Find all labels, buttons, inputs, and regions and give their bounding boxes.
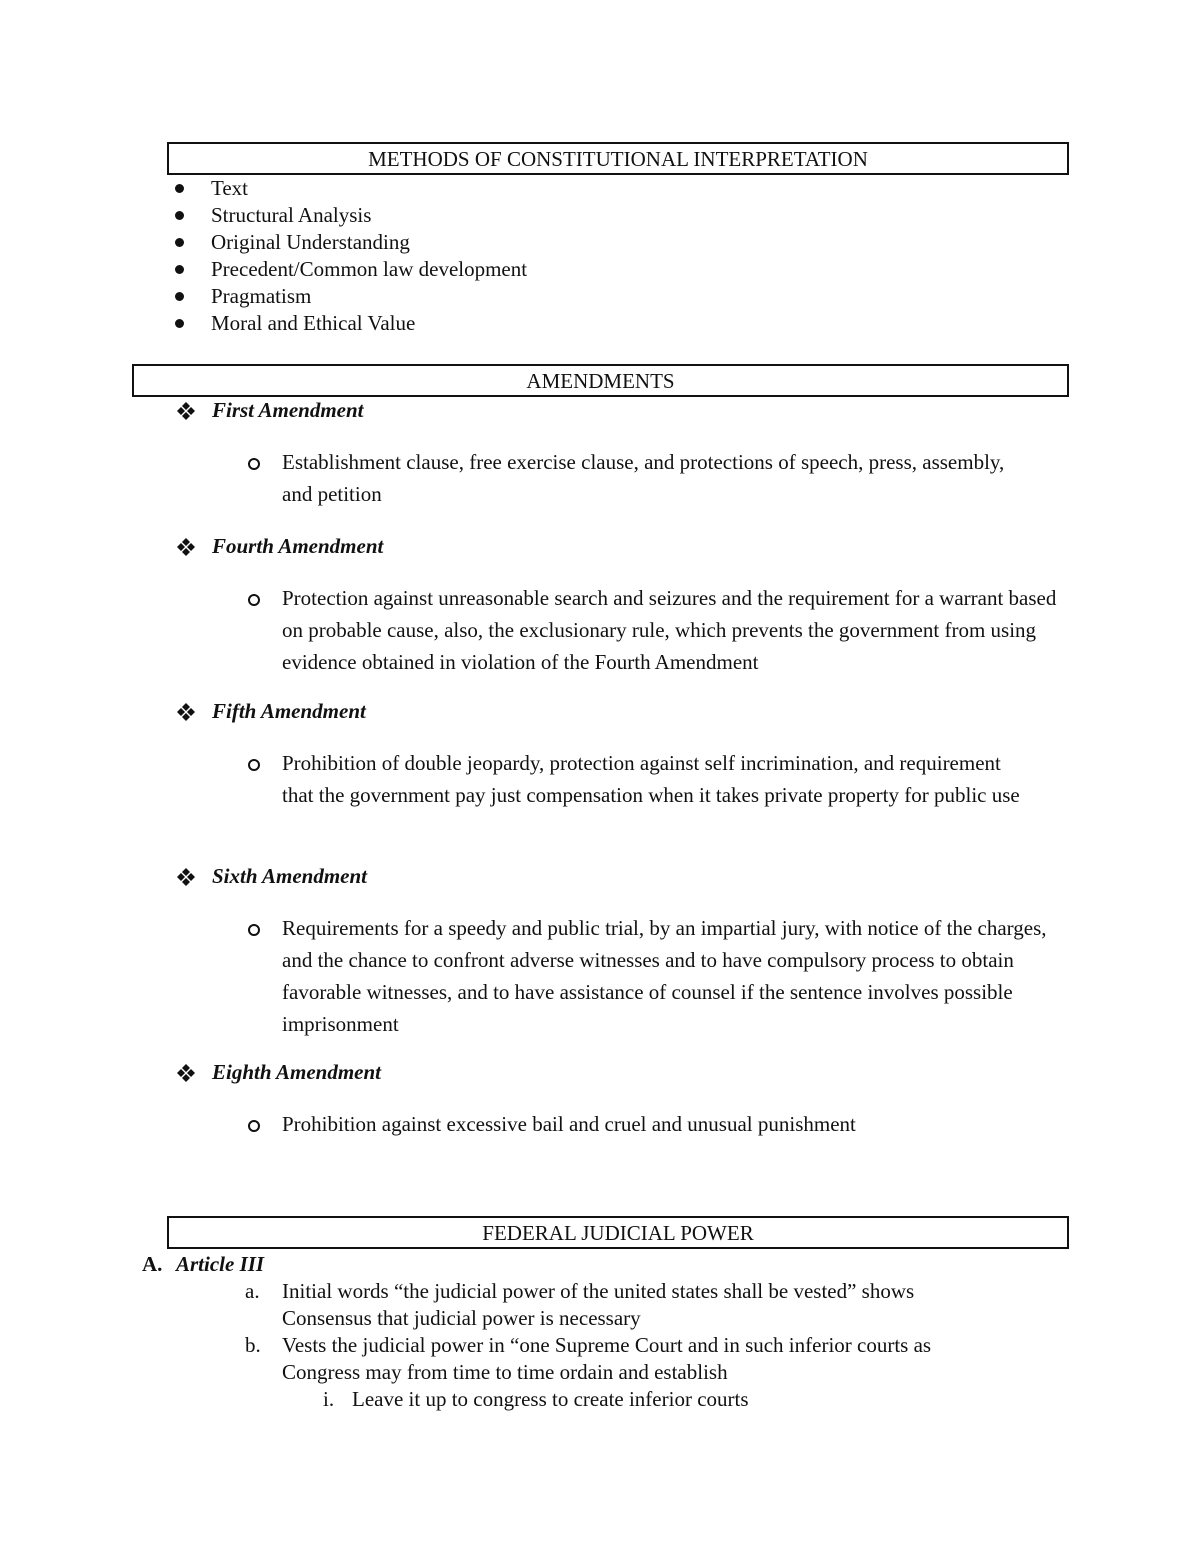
bullet-icon [175, 184, 184, 193]
amendment-description: Establishment clause, free exercise clause, and protections of speech, press, assembly, and petition [282, 450, 1005, 506]
amendment-title: Eighth Amendment [212, 1060, 382, 1084]
list-item [172, 256, 527, 283]
item-line: Initial words “the judicial power of the united states shall be vested” shows [282, 1279, 915, 1303]
list-item [172, 283, 527, 310]
list-marker: i. [323, 1387, 335, 1411]
diamond-bullet-icon [176, 702, 196, 722]
bullet-icon [175, 265, 184, 274]
amendment-title: Fifth Amendment [212, 699, 366, 723]
diamond-bullet-icon [176, 537, 196, 557]
amendment-description: Requirements for a speedy and public trial, by an impartial jury, with notice of the charges, and the chance to confront adverse witnesses and to have compulsory process to obtain favorable witnesses, and to have assistance of counsel if the sentence involves possible imprisonment [282, 916, 1047, 1036]
circle-bullet-icon [248, 759, 260, 771]
federal-header: FEDERAL JUDICIAL POWER [167, 1216, 1069, 1249]
amendment-description: Prohibition against excessive bail and cruel and unusual punishment [282, 1112, 856, 1136]
method-label: Text [211, 176, 249, 200]
article-heading [142, 1251, 265, 1277]
list-marker: b. [245, 1333, 261, 1357]
item-line: Congress may from time to time ordain and establish [282, 1360, 728, 1384]
item-line: Consensus that judicial power is necessary [282, 1306, 641, 1330]
diamond-bullet-icon [176, 401, 196, 421]
method-label: Moral and Ethical Value [211, 311, 416, 335]
amendment-description: Prohibition of double jeopardy, protection against self incrimination, and requirement that the government pay just compensation when it takes private property for public use [282, 751, 1020, 807]
method-label: Precedent/Common law development [211, 257, 528, 281]
list-item [172, 229, 527, 256]
list-item [172, 175, 527, 202]
amendments-header: AMENDMENTS [132, 364, 1069, 397]
diamond-bullet-icon [176, 867, 196, 887]
item-line: Vests the judicial power in “one Supreme Court and in such inferior courts as [282, 1333, 932, 1357]
bullet-icon [175, 238, 184, 247]
methods-header: METHODS OF CONSTITUTIONAL INTERPRETATION [167, 142, 1069, 175]
list-item [172, 310, 527, 337]
bullet-icon [175, 292, 184, 301]
circle-bullet-icon [248, 924, 260, 936]
diamond-bullet-icon [176, 1063, 196, 1083]
circle-bullet-icon [248, 458, 260, 470]
list-item [282, 1278, 914, 1332]
list-item: Leave it up to congress to create inferior courts [352, 1387, 749, 1411]
section-title: Article III [176, 1252, 265, 1276]
circle-bullet-icon [248, 594, 260, 606]
bullet-icon [175, 319, 184, 328]
method-label: Structural Analysis [211, 203, 372, 227]
section-letter: A. [142, 1252, 163, 1276]
list-item [172, 202, 527, 229]
list-marker: a. [245, 1279, 260, 1303]
amendment-title: Sixth Amendment [212, 864, 368, 888]
method-label: Pragmatism [211, 284, 312, 308]
amendment-description: Protection against unreasonable search and seizures and the requirement for a warrant based on probable cause, also, the exclusionary rule, which prevents the government from using evidence obtained in violation of the Fourth Amendment [282, 586, 1057, 674]
amendment-title: Fourth Amendment [212, 534, 384, 558]
amendment-title: First Amendment [212, 398, 364, 422]
bullet-icon [175, 211, 184, 220]
methods-list [172, 175, 527, 337]
method-label: Original Understanding [211, 230, 410, 254]
circle-bullet-icon [248, 1120, 260, 1132]
list-item [282, 1332, 931, 1386]
